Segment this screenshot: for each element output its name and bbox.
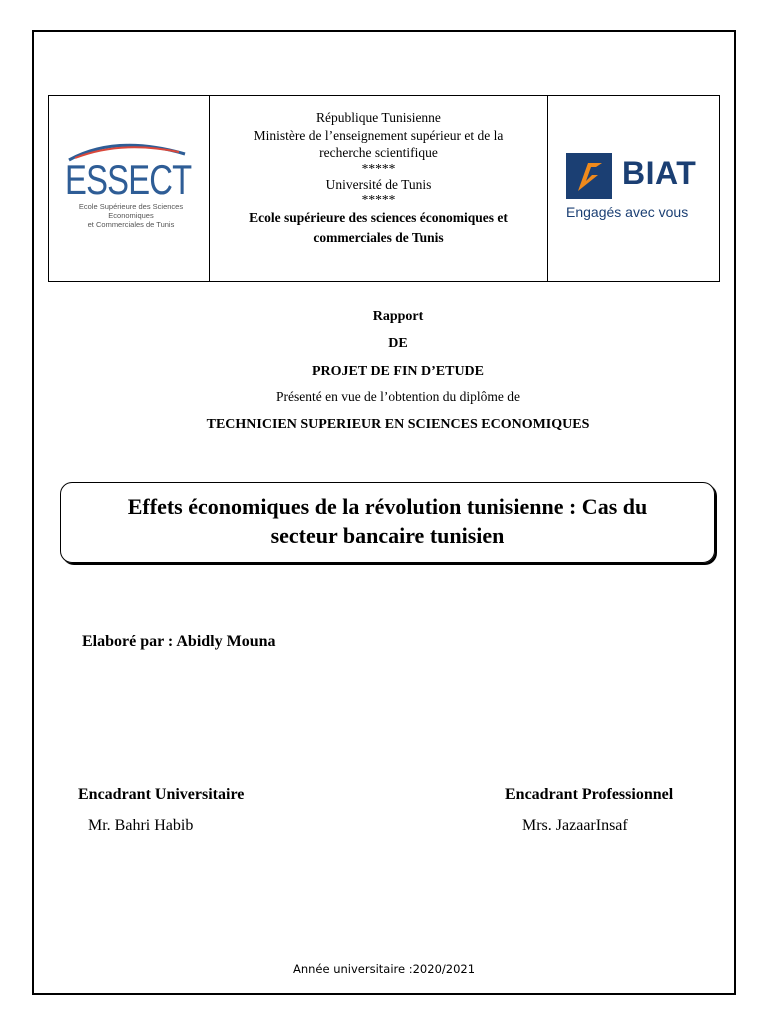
biat-logo-cell [548, 96, 719, 281]
header-line1: République Tunisienne [316, 110, 441, 125]
biat-emblem-icon [566, 153, 612, 199]
biat-name: BIAT [622, 155, 697, 191]
header-line4: Université de Tunis [325, 176, 432, 192]
report-label: Rapport [372, 309, 424, 324]
thesis-title-line1: Effets économiques de la révolution tunisienne : Cas du [127, 494, 648, 519]
academic-supervisor-title: Encadrant Universitaire [78, 786, 245, 803]
header-line2: Ministère de l’enseignement supérieur et de la [253, 127, 504, 143]
header-stars1: ***** [361, 160, 396, 176]
school-name-line1: Ecole supérieure des sciences économiques et [249, 210, 508, 225]
report-pfe: PROJET DE FIN D’ETUDE [311, 364, 485, 379]
essect-logo-cell [49, 96, 210, 281]
report-presente: Présenté en vue de l’obtention du diplôme de [275, 389, 521, 404]
thesis-title-box [60, 482, 715, 563]
report-de: DE [388, 336, 408, 351]
thesis-title-line2: secteur bancaire tunisien [270, 523, 505, 548]
essect-logo [61, 136, 201, 229]
professional-supervisor-name: Mrs. JazaarInsaf [522, 817, 628, 834]
school-name-line2: commerciales de Tunis [313, 229, 444, 245]
essect-subtitle [61, 202, 201, 229]
header-stars2: ***** [361, 192, 396, 207]
header-line3: recherche scientifique [319, 145, 438, 160]
biat-tagline: Engagés avec vous [566, 204, 689, 220]
report-diplome: TECHNICIEN SUPERIEUR EN SCIENCES ECONOMIQUES [206, 417, 590, 432]
professional-supervisor-title: Encadrant Professionnel [505, 786, 674, 803]
biat-logo [564, 151, 714, 226]
academic-year: Année universitaire :2020/2021 [292, 962, 476, 976]
essect-subtitle-line2: et Commerciales de Tunis [87, 220, 175, 229]
header-table [48, 95, 720, 282]
academic-supervisor-name: Mr. Bahri Habib [88, 817, 194, 834]
essect-subtitle-line1: Ecole Supérieure des Sciences Economiques [78, 202, 184, 220]
author: Elaboré par : Abidly Mouna [82, 633, 276, 650]
essect-name: ESSECT [65, 156, 192, 203]
institution-cell [210, 96, 548, 281]
